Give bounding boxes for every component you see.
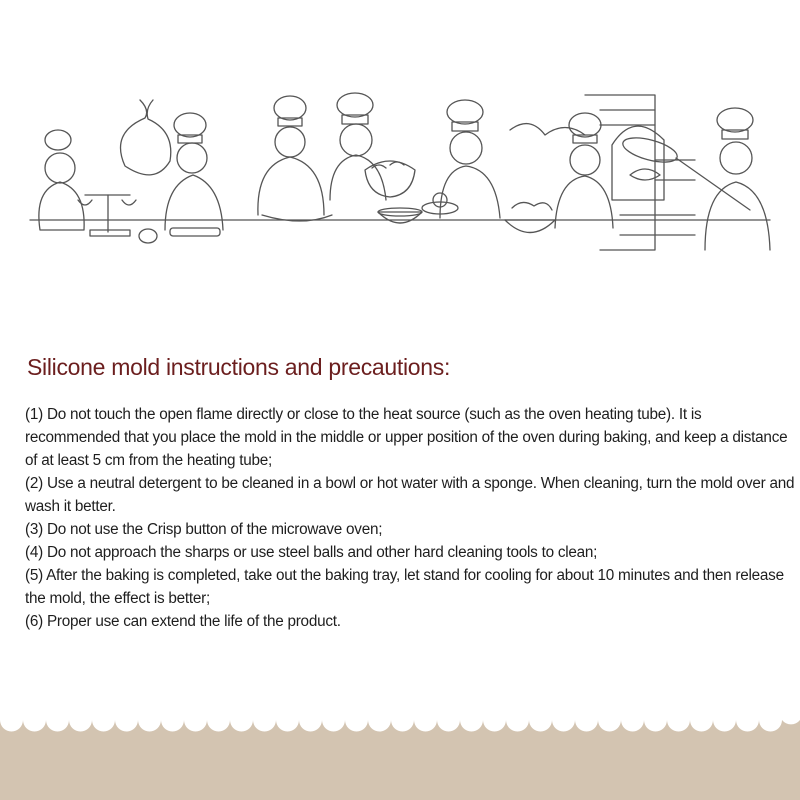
instruction-item-6: (6) Proper use can extend the life of the product. — [25, 613, 341, 630]
bread-basket-icon — [365, 161, 415, 197]
chef-icon — [705, 108, 770, 250]
footer-band-shape — [0, 720, 800, 800]
chef-icon — [39, 130, 84, 230]
chef-icon — [330, 93, 386, 200]
rolling-pin-icon — [139, 228, 220, 243]
chef-icon — [258, 96, 332, 221]
chef-icon — [555, 113, 613, 228]
instruction-item-3: (3) Do not use the Crisp button of the microwave oven; — [25, 521, 383, 538]
page-title: Silicone mold instructions and precautions: — [27, 354, 451, 380]
instruction-item-5: (5) After the baking is completed, take out the baking tray, let stand for cooling for about 10 minutes and then release the mold, the effect is better; — [25, 567, 784, 607]
brick-oven-icon — [585, 95, 695, 250]
chefs-illustration — [0, 80, 800, 280]
instruction-item-4: (4) Do not approach the sharps or use steel balls and other hard cleaning tools to clean; — [25, 544, 598, 561]
chef-icon — [422, 100, 500, 218]
peel-icon — [620, 133, 750, 210]
bowl-icon — [378, 208, 422, 223]
chef-icon — [165, 113, 223, 230]
instruction-item-2: (2) Use a neutral detergent to be cleaned in a bowl or hot water with a sponge. When cleaning, turn the mold over and wash it better. — [25, 475, 795, 515]
scale-icon — [78, 195, 136, 236]
flour-sack-icon — [121, 100, 171, 175]
instruction-list — [25, 403, 795, 633]
instruction-item-1: (1) Do not touch the open flame directly or close to the heat source (such as the oven heating tube). It is recommended that you place the mold in the middle or upper position of the oven during baking, and keep a distance of at least 5 cm from the heating tube; — [25, 406, 788, 469]
scalloped-footer-band — [0, 708, 800, 800]
